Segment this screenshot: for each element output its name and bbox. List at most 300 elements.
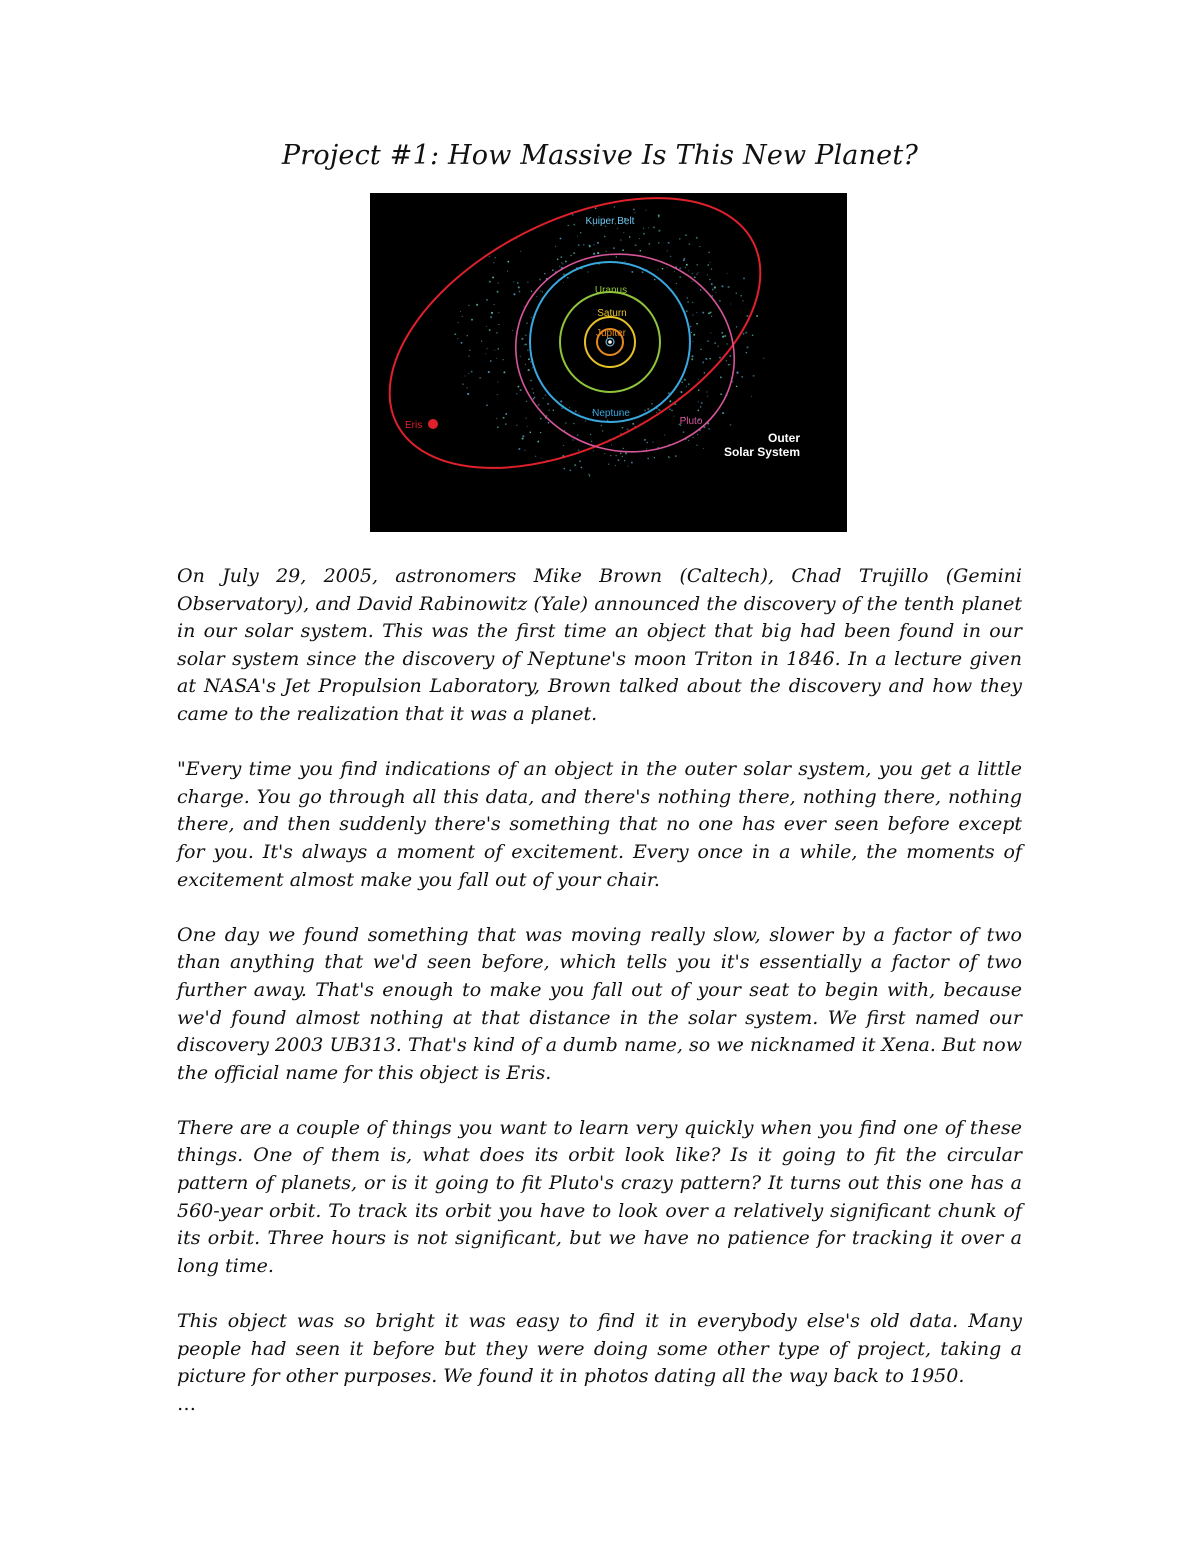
kuiper-belt-object: [654, 279, 655, 280]
kuiper-belt-object: [518, 386, 520, 388]
kuiper-belt-object: [746, 352, 748, 354]
kuiper-belt-object: [707, 396, 708, 397]
kuiper-belt-object: [525, 344, 527, 346]
kuiper-belt-object: [719, 357, 721, 359]
kuiper-belt-object: [462, 316, 463, 317]
kuiper-belt-object: [597, 242, 599, 244]
orbit-diagram: [370, 193, 847, 532]
kuiper-belt-object: [669, 408, 671, 410]
kuiper-belt-object: [608, 463, 609, 464]
kuiper-belt-object: [708, 428, 710, 430]
kuiper-belt-object: [535, 456, 536, 457]
kuiper-belt-object: [743, 277, 745, 279]
kuiper-belt-object: [505, 413, 507, 415]
kuiper-belt-object: [589, 475, 590, 476]
kuiper-belt-object: [709, 358, 711, 360]
kuiper-belt-object: [573, 252, 575, 254]
kuiper-belt-object: [687, 301, 689, 303]
kuiper-belt-object: [593, 253, 595, 255]
outer-solar-system-figure: [370, 193, 847, 532]
kuiper-belt-object: [675, 404, 676, 405]
kuiper-belt-object: [590, 434, 591, 435]
kuiper-belt-object: [691, 358, 693, 360]
kuiper-belt-object: [492, 276, 494, 278]
kuiper-belt-object: [708, 252, 709, 253]
kuiper-belt-object: [471, 319, 473, 321]
kuiper-belt-object: [689, 243, 691, 245]
kuiper-belt-object: [668, 242, 670, 244]
kuiper-belt-object: [688, 383, 689, 384]
kuiper-belt-object: [533, 398, 534, 399]
kuiper-belt-object: [488, 371, 490, 373]
kuiper-belt-object: [466, 387, 467, 388]
kuiper-belt-object: [675, 455, 676, 456]
kuiper-belt-object: [494, 304, 495, 305]
kuiper-belt-object: [657, 269, 658, 270]
kuiper-belt-object: [528, 358, 530, 360]
kuiper-belt-object: [740, 295, 742, 297]
kuiper-belt-object: [574, 464, 576, 466]
kuiper-belt-object: [696, 323, 698, 325]
kuiper-belt-object: [607, 420, 608, 421]
kuiper-belt-object: [685, 267, 686, 268]
kuiper-belt-object: [527, 282, 528, 283]
kuiper-belt-object: [567, 277, 569, 279]
kuiper-belt-object: [573, 423, 575, 425]
kuiper-belt-object: [490, 360, 492, 362]
kuiper-belt-object: [698, 379, 699, 380]
kuiper-belt-object: [578, 244, 580, 246]
kuiper-belt-object: [519, 291, 521, 293]
article-body: [177, 563, 1022, 1418]
kuiper-belt-object: [631, 271, 633, 273]
kuiper-belt-object: [647, 442, 648, 443]
kuiper-belt-object: [542, 291, 544, 293]
kuiper-belt-object: [526, 401, 527, 402]
kuiper-belt-object: [721, 285, 723, 287]
kuiper-belt-object: [540, 418, 542, 420]
kuiper-belt-object: [573, 224, 575, 226]
kuiper-belt-object: [698, 389, 700, 391]
kuiper-belt-object: [616, 256, 617, 257]
kuiper-belt-object: [670, 256, 672, 258]
kuiper-belt-object: [715, 292, 716, 293]
kuiper-belt-object: [476, 304, 478, 306]
kuiper-belt-object: [696, 264, 698, 266]
kuiper-belt-object: [707, 275, 708, 276]
kuiper-belt-object: [617, 228, 618, 229]
kuiper-belt-object: [591, 441, 593, 443]
kuiper-belt-object: [654, 457, 655, 458]
kuiper-belt-object: [527, 426, 528, 427]
kuiper-belt-object: [746, 346, 748, 348]
kuiper-belt-object: [676, 283, 677, 284]
kuiper-belt-object: [667, 250, 668, 251]
kuiper-belt-object: [644, 409, 646, 411]
kuiper-belt-object: [736, 293, 737, 294]
kuiper-belt-object: [534, 397, 536, 399]
kuiper-belt-object: [711, 283, 713, 285]
kuiper-belt-object: [714, 342, 715, 343]
kuiper-belt-object: [507, 261, 509, 263]
kuiper-belt-object: [521, 338, 523, 340]
kuiper-belt-object: [512, 330, 513, 331]
kuiper-belt-object: [526, 322, 528, 324]
kuiper-belt-object: [647, 408, 649, 410]
kuiper-belt-object: [628, 466, 629, 467]
kuiper-belt-object: [753, 375, 755, 377]
kuiper-belt-label: Kuiper Belt: [585, 216, 635, 227]
kuiper-belt-object: [593, 450, 594, 451]
kuiper-belt-object: [668, 457, 670, 459]
kuiper-belt-object: [505, 424, 506, 425]
kuiper-belt-object: [722, 412, 724, 414]
kuiper-belt-object: [627, 428, 629, 430]
kuiper-belt-object: [659, 410, 660, 411]
kuiper-belt-object: [692, 341, 693, 342]
kuiper-belt-object: [662, 268, 664, 270]
kuiper-belt-object: [555, 246, 556, 247]
kuiper-belt-object: [720, 376, 722, 378]
kuiper-belt-object: [611, 444, 612, 445]
kuiper-belt-object: [684, 258, 686, 260]
paragraph-1: On July 29, 2005, astronomers Mike Brown (Caltech), Chad Trujillo (Gemini Observatory), and David Rabinowitz (Yale) announced the discovery of the tenth planet in our solar system. This was the first time an object that big had been found in our solar system since the discovery of Neptune's moon Triton in 1846. In a lecture given at NASA's Jet Propulsion Laboratory, Brown talked about the discovery and how they came to the realization that it was a planet.: [177, 565, 1022, 725]
kuiper-belt-object: [696, 445, 697, 446]
kuiper-belt-object: [580, 232, 581, 233]
kuiper-belt-object: [497, 426, 499, 428]
kuiper-belt-object: [700, 289, 701, 290]
kuiper-belt-object: [633, 209, 635, 211]
kuiper-belt-object: [491, 312, 493, 314]
kuiper-belt-object: [683, 431, 685, 433]
kuiper-belt-object: [536, 296, 537, 297]
kuiper-belt-object: [684, 379, 686, 381]
kuiper-belt-object: [658, 214, 660, 216]
kuiper-belt-object: [524, 450, 525, 451]
kuiper-belt-object: [736, 326, 737, 327]
kuiper-belt-object: [530, 380, 532, 382]
kuiper-belt-object: [597, 252, 599, 254]
caption-line-1: Outer: [767, 431, 800, 445]
kuiper-belt-object: [489, 329, 491, 331]
kuiper-belt-object: [538, 440, 539, 441]
kuiper-belt-object: [493, 262, 494, 263]
kuiper-belt-object: [671, 410, 673, 412]
kuiper-belt-object: [697, 272, 698, 273]
kuiper-belt-object: [647, 458, 649, 460]
kuiper-belt-object: [595, 207, 597, 209]
kuiper-belt-object: [529, 431, 531, 433]
kuiper-belt-object: [577, 434, 579, 436]
kuiper-belt-object: [710, 311, 712, 313]
kuiper-belt-object: [691, 355, 693, 357]
kuiper-belt-object: [673, 416, 674, 417]
kuiper-belt-object: [729, 355, 731, 357]
paragraph-3: One day we found something that was moving really slow, slower by a factor of two than anything that we'd seen before, which tells you it's essentially a factor of two further away. That's enough to make you fall out of your seat to begin with, because we'd found almost nothing at that distance in the solar system. We first named our discovery 2003 UB313. That's kind of a dumb name, so we nicknamed it Xena. But now the official name for this object is Eris.: [177, 923, 1022, 1084]
kuiper-belt-object: [489, 281, 491, 283]
kuiper-belt-object: [692, 273, 693, 274]
kuiper-belt-object: [729, 364, 730, 365]
kuiper-belt-object: [614, 206, 616, 208]
kuiper-belt-object: [522, 438, 524, 440]
kuiper-belt-object: [658, 230, 660, 232]
kuiper-belt-object: [693, 334, 695, 336]
kuiper-belt-object: [707, 264, 709, 266]
page-title: Project #1: How Massive Is This New Planet?: [281, 140, 919, 171]
kuiper-belt-object: [575, 410, 577, 412]
kuiper-belt-object: [494, 350, 495, 351]
kuiper-belt-object: [471, 371, 473, 373]
kuiper-belt-object: [688, 270, 689, 271]
kuiper-belt-object: [640, 250, 642, 252]
kuiper-belt-object: [620, 239, 622, 241]
kuiper-belt-object: [547, 403, 549, 405]
kuiper-belt-object: [615, 465, 616, 466]
kuiper-belt-object: [634, 212, 635, 213]
kuiper-belt-object: [513, 293, 515, 295]
kuiper-belt-object: [696, 237, 698, 239]
kuiper-belt-object: [656, 412, 657, 413]
kuiper-belt-object: [560, 400, 562, 402]
kuiper-belt-object: [522, 435, 524, 437]
kuiper-belt-object: [691, 281, 692, 282]
neptune-label: Neptune: [592, 408, 630, 419]
kuiper-belt-object: [691, 332, 692, 333]
kuiper-belt-object: [686, 264, 688, 266]
kuiper-belt-object: [601, 425, 603, 427]
kuiper-belt-object: [517, 282, 518, 283]
kuiper-belt-object: [692, 302, 693, 303]
kuiper-belt-object: [622, 249, 624, 251]
kuiper-belt-object: [606, 251, 607, 252]
kuiper-belt-object: [745, 332, 747, 334]
kuiper-belt-object: [548, 410, 549, 411]
kuiper-belt-object: [516, 393, 517, 394]
kuiper-belt-object: [507, 271, 508, 272]
kuiper-belt-object: [643, 233, 645, 235]
kuiper-belt-object: [700, 406, 702, 408]
kuiper-belt-object: [624, 261, 625, 262]
kuiper-belt-object: [742, 300, 744, 302]
kuiper-belt-object: [707, 391, 708, 392]
kuiper-belt-object: [728, 286, 730, 288]
kuiper-belt-object: [700, 349, 701, 350]
kuiper-belt-object: [648, 243, 650, 245]
kuiper-belt-object: [552, 269, 554, 271]
kuiper-belt-object: [568, 225, 569, 226]
kuiper-belt-object: [722, 336, 724, 338]
kuiper-belt-object: [703, 448, 704, 449]
kuiper-belt-object: [468, 355, 469, 356]
kuiper-belt-object: [698, 401, 699, 402]
kuiper-belt-object: [490, 316, 492, 318]
kuiper-belt-object: [720, 393, 722, 395]
kuiper-belt-object: [479, 377, 480, 378]
kuiper-belt-object: [532, 367, 533, 368]
kuiper-belt-object: [560, 238, 562, 240]
kuiper-belt-object: [583, 244, 584, 245]
kuiper-belt-object: [702, 312, 704, 314]
kuiper-belt-object: [632, 423, 634, 425]
kuiper-belt-object: [557, 258, 559, 260]
kuiper-belt-object: [730, 424, 732, 426]
kuiper-belt-object: [540, 432, 541, 433]
kuiper-belt-object: [540, 290, 541, 291]
kuiper-belt-object: [565, 422, 567, 424]
kuiper-belt-object: [587, 271, 588, 272]
kuiper-belt-object: [620, 452, 622, 454]
kuiper-belt-object: [644, 439, 646, 441]
kuiper-belt-object: [686, 310, 688, 312]
kuiper-belt-object: [525, 364, 526, 365]
kuiper-belt-object: [635, 244, 637, 246]
kuiper-belt-object: [648, 227, 649, 228]
kuiper-belt-object: [468, 373, 469, 374]
kuiper-belt-object: [516, 425, 518, 427]
kuiper-belt-object: [561, 262, 562, 263]
kuiper-belt-object: [712, 289, 714, 291]
kuiper-belt-object: [646, 448, 647, 449]
kuiper-belt-object: [639, 238, 640, 239]
kuiper-belt-object: [523, 306, 524, 307]
uranus-label: Uranus: [594, 285, 628, 296]
kuiper-belt-object: [538, 404, 540, 406]
kuiper-belt-object: [497, 381, 498, 382]
kuiper-belt-object: [686, 297, 688, 299]
kuiper-belt-object: [503, 417, 505, 419]
kuiper-belt-object: [707, 340, 708, 341]
kuiper-belt-object: [570, 255, 571, 256]
kuiper-belt-object: [726, 343, 727, 344]
kuiper-belt-object: [572, 214, 574, 216]
kuiper-belt-object: [467, 335, 468, 336]
kuiper-belt-object: [486, 326, 487, 327]
kuiper-belt-object: [657, 447, 658, 448]
kuiper-belt-object: [728, 364, 730, 366]
kuiper-belt-object: [711, 315, 713, 317]
kuiper-belt-object: [646, 210, 647, 211]
kuiper-belt-object: [461, 342, 463, 344]
kuiper-belt-object: [674, 271, 675, 272]
kuiper-belt-object: [498, 282, 500, 284]
kuiper-belt-object: [467, 393, 469, 395]
kuiper-belt-object: [544, 273, 545, 274]
kuiper-belt-object: [710, 332, 711, 333]
paragraph-4: There are a couple of things you want to learn very quickly when you find one of these things. One of them is, what does its orbit look like? Is it going to fit the circular pattern of planets, or is it going to fit Pluto's crazy pattern? It turns out this one has a 560-year orbit. To track its orbit you have to look over a relatively significant chunk of its orbit. Three hours is not significant, but we have no patience for tracking it over a long time.: [177, 1116, 1022, 1277]
kuiper-belt-object: [708, 312, 710, 314]
kuiper-belt-object: [756, 315, 758, 317]
kuiper-belt-object: [528, 369, 530, 371]
kuiper-belt-object: [741, 376, 742, 377]
kuiper-belt-object: [498, 312, 499, 313]
kuiper-belt-object: [462, 384, 463, 385]
kuiper-belt-object: [548, 422, 550, 424]
caption-line-2: Solar System: [723, 445, 800, 459]
kuiper-belt-object: [696, 312, 697, 313]
kuiper-belt-object: [553, 410, 554, 411]
kuiper-belt-object: [541, 458, 542, 459]
kuiper-belt-object: [724, 335, 726, 337]
kuiper-belt-object: [624, 460, 625, 461]
kuiper-belt-object: [525, 417, 526, 418]
kuiper-belt-object: [685, 234, 687, 236]
kuiper-belt-object: [520, 389, 522, 391]
kuiper-belt-object: [520, 251, 521, 252]
kuiper-belt-object: [622, 456, 623, 457]
kuiper-belt-object: [469, 350, 471, 352]
kuiper-belt-object: [581, 467, 583, 469]
kuiper-belt-object: [531, 317, 532, 318]
kuiper-belt-object: [730, 303, 731, 304]
kuiper-belt-object: [680, 391, 682, 393]
kuiper-belt-object: [690, 326, 692, 328]
kuiper-belt-object: [618, 459, 620, 461]
kuiper-belt-object: [719, 300, 721, 302]
kuiper-belt-object: [513, 281, 514, 282]
kuiper-belt-object: [497, 348, 499, 350]
kuiper-belt-object: [702, 361, 704, 363]
saturn-label: Saturn: [597, 308, 627, 319]
kuiper-belt-object: [496, 332, 498, 334]
kuiper-belt-object: [524, 344, 525, 345]
kuiper-belt-object: [705, 358, 707, 360]
kuiper-belt-object: [623, 448, 624, 449]
kuiper-belt-object: [615, 455, 616, 456]
kuiper-belt-object: [494, 257, 495, 258]
eris-body: [428, 419, 438, 429]
kuiper-belt-object: [572, 439, 573, 440]
kuiper-belt-object: [736, 386, 738, 388]
kuiper-belt-object: [565, 261, 567, 263]
kuiper-belt-object: [527, 350, 528, 351]
kuiper-belt-object: [578, 449, 580, 451]
kuiper-belt-object: [743, 333, 745, 335]
eris-label: Eris: [405, 420, 423, 431]
kuiper-belt-object: [629, 236, 630, 237]
kuiper-belt-object: [503, 371, 505, 373]
kuiper-belt-object: [692, 437, 693, 438]
kuiper-belt-object: [688, 440, 689, 441]
kuiper-belt-object: [625, 452, 627, 454]
continuation-ellipsis: …: [177, 1392, 196, 1415]
kuiper-belt-object: [667, 267, 668, 268]
kuiper-belt-object: [752, 335, 754, 337]
kuiper-belt-object: [717, 345, 719, 347]
paragraph-2: "Every time you find indications of an object in the outer solar system, you get a little charge. You go through all this data, and there's nothing there, nothing there, nothing there, and then suddenly there's something that no one has ever seen before except for you. It's always a moment of excitement. Every once in a while, the moments of excitement almost make you fall out of your chair.: [177, 758, 1022, 891]
kuiper-belt-object: [532, 388, 534, 390]
kuiper-belt-object: [520, 356, 521, 357]
kuiper-belt-object: [531, 290, 532, 291]
kuiper-belt-object: [559, 266, 560, 267]
kuiper-belt-object: [604, 453, 605, 454]
kuiper-belt-object: [604, 236, 606, 238]
jupiter-label: Jupiter: [595, 328, 627, 339]
kuiper-belt-object: [457, 338, 458, 339]
kuiper-belt-object: [525, 335, 526, 336]
kuiper-belt-object: [518, 286, 520, 288]
kuiper-belt-object: [709, 262, 710, 263]
kuiper-belt-object: [589, 245, 590, 246]
kuiper-belt-object: [726, 360, 728, 362]
sun-dot: [608, 340, 612, 344]
kuiper-belt-object: [727, 273, 728, 274]
kuiper-belt-object: [763, 358, 764, 359]
kuiper-belt-object: [751, 396, 752, 397]
kuiper-belt-object: [562, 263, 564, 265]
kuiper-belt-object: [593, 244, 594, 245]
kuiper-belt-object: [485, 353, 486, 354]
kuiper-belt-object: [694, 277, 696, 279]
